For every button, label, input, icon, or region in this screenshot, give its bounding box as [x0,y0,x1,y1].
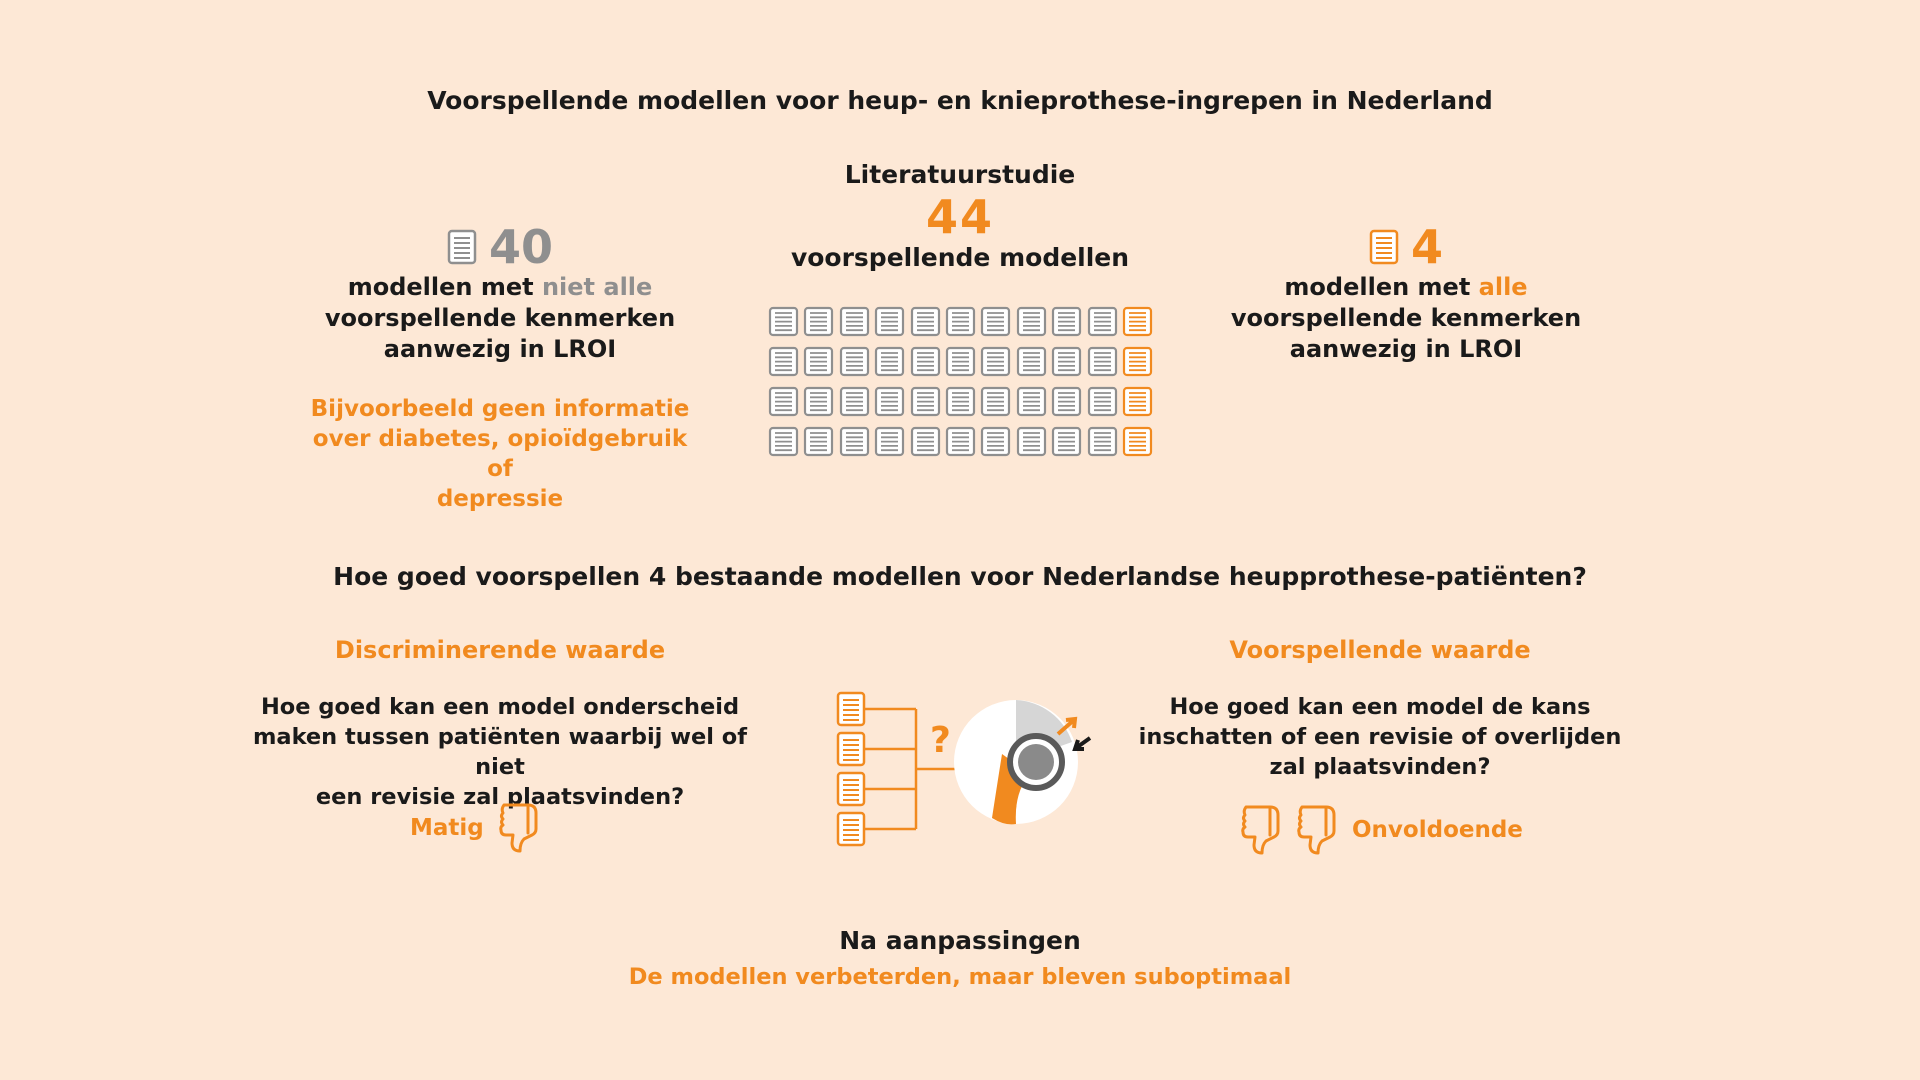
all-header [1206,222,1606,272]
discriminative-rating-label: Matig [410,815,484,841]
document-icon-highlighted [1122,346,1153,377]
literature-subtitle: voorspellende modellen [790,243,1130,272]
not-all-description: modellen met niet alle voorspellende kenmerken aanwezig in LROI [324,273,676,363]
predictive-question: Hoe goed kan een model de kans inschatten of een revisie of overlijden zal plaatsvinden? [1138,694,1622,780]
document-icon-highlighted [1122,386,1153,417]
model-evaluation-diagram [820,682,1100,854]
document-icon [980,306,1011,337]
document-icon [838,773,864,805]
document-grid [768,306,1153,457]
document-icon [1051,346,1082,377]
document-icon [910,306,941,337]
thumbs-down-icon [498,801,542,855]
document-icon [945,346,976,377]
document-icon [1016,306,1047,337]
after-title: Na aanpassingen [839,926,1081,955]
literature-count: 44 [925,190,994,244]
discriminative-question: Hoe goed kan een model onderscheid maken tussen patiënten waarbij wel of niet een revisie zal plaatsvinden? [252,694,748,810]
document-icon [874,346,905,377]
all-count: 4 [1410,220,1443,274]
document-icon [838,693,864,725]
not-all-header [300,222,700,272]
document-icon [839,306,870,337]
document-icon [1051,386,1082,417]
document-icon [803,386,834,417]
question-mark: ? [930,720,951,761]
document-icon [1087,346,1118,377]
document-icon [768,386,799,417]
document-icon-highlighted [1122,306,1153,337]
document-icon [1087,386,1118,417]
predictive-rating-label: Onvoldoende [1352,817,1523,843]
document-icon [980,386,1011,417]
thumbs-down-icon [1296,803,1340,857]
document-icon [945,306,976,337]
document-icon [768,426,799,457]
document-icon [1016,386,1047,417]
document-icon [1051,426,1082,457]
document-icon [874,386,905,417]
document-icon [447,229,477,265]
all-description: modellen met alle voorspellende kenmerken aanwezig in LROI [1230,273,1582,363]
document-icon [874,306,905,337]
document-icon [838,733,864,765]
document-icon [1016,346,1047,377]
discriminative-rating [410,800,542,856]
section-question: Hoe goed voorspellen 4 bestaande modellen voor Nederlandse heupprothese-patiënten? [333,562,1587,591]
document-icon [980,346,1011,377]
document-icon [803,426,834,457]
literature-title: Literatuurstudie [844,160,1076,189]
document-icon [874,426,905,457]
document-icon [1051,306,1082,337]
document-icon [768,306,799,337]
document-icon [1016,426,1047,457]
document-icon [1087,426,1118,457]
document-icon [839,346,870,377]
document-icon [768,346,799,377]
all-highlight: alle [1478,273,1528,301]
document-icon [910,346,941,377]
document-icon [910,386,941,417]
document-icon-highlighted [1122,426,1153,457]
page-title: Voorspellende modellen voor heup- en knieprothese-ingrepen in Nederland [427,86,1493,115]
document-icon [1369,229,1399,265]
after-subtitle: De modellen verbeterden, maar bleven suboptimaal [628,964,1292,990]
hip-joint-icon [954,700,1090,824]
document-icon [945,386,976,417]
not-all-count: 40 [488,220,553,274]
document-icon [838,813,864,845]
predictive-title: Voorspellende waarde [1229,636,1531,664]
document-stack [838,693,864,845]
document-icon [1087,306,1118,337]
document-icon [980,426,1011,457]
discriminative-title: Discriminerende waarde [334,636,666,664]
document-icon [839,426,870,457]
connector-lines [864,709,970,829]
document-icon [803,306,834,337]
predictive-rating [1240,802,1523,858]
thumbs-down-icon [1240,803,1284,857]
document-icon [945,426,976,457]
document-icon [803,346,834,377]
document-icon [910,426,941,457]
not-all-highlight: niet alle [541,273,653,301]
not-all-example: Bijvoorbeeld geen informatie over diabetes, opioïdgebruik of depressie [310,396,690,512]
document-icon [839,386,870,417]
